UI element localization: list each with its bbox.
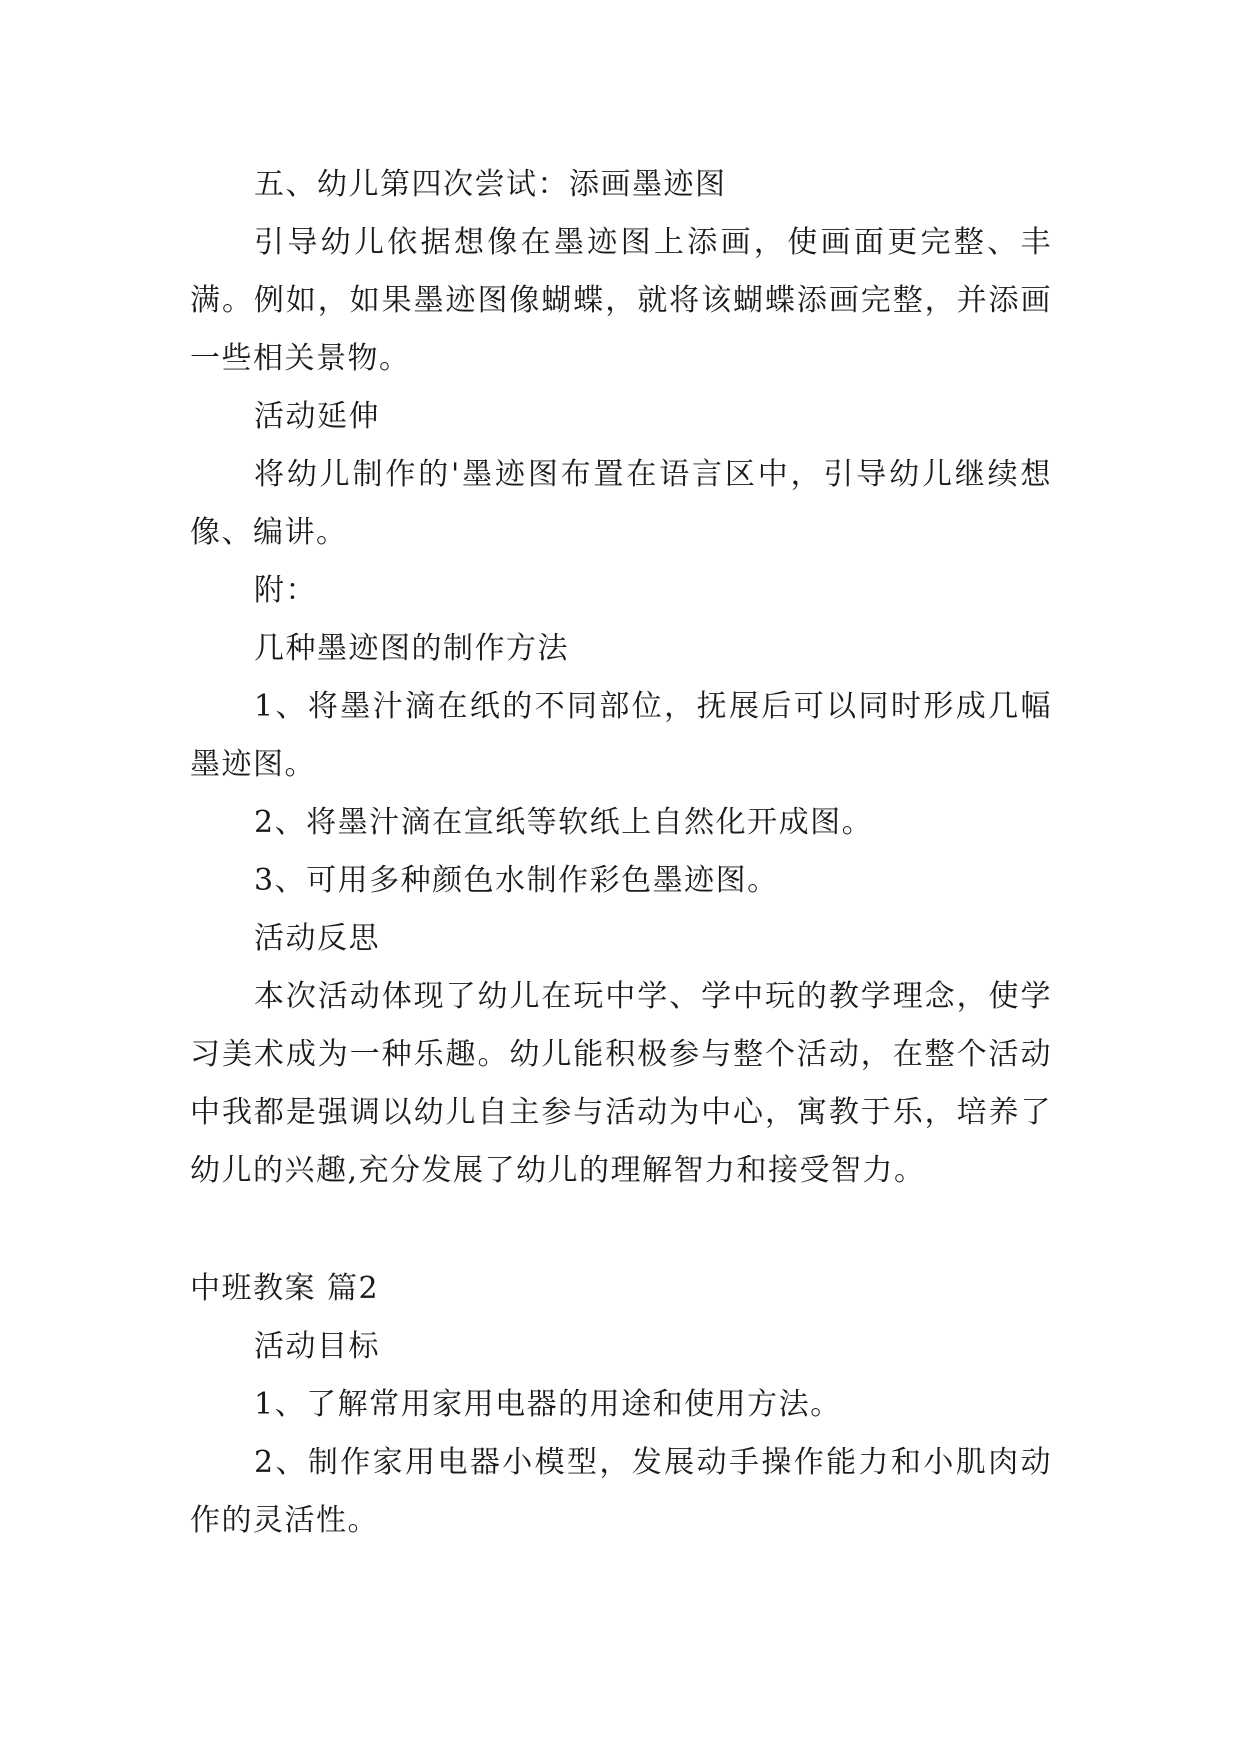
paragraph-reflection: 本次活动体现了幼儿在玩中学、学中玩的教学理念，使学习美术成为一种乐趣。幼儿能积极参与整个活动，在整个活动中我都是强调以幼儿自主参与活动为中心，寓教于乐，培养了幼儿的兴趣,充分发展了幼儿的理解智力和接受智力。 [190,979,1052,1188]
section-gap [190,1200,1052,1260]
heading-methods: 几种墨迹图的制作方法 [254,631,569,666]
goal-item-1: 1、了解常用家用电器的用途和使用方法。 [254,1387,842,1422]
method-item-1: 1、将墨汁滴在纸的不同部位，抚展后可以同时形成几幅墨迹图。 [190,689,1052,782]
heading-activity-extension: 活动延伸 [254,399,380,434]
method-item-3: 3、可用多种颜色水制作彩色墨迹图。 [254,863,779,898]
method-item-2: 2、将墨汁滴在宣纸等软纸上自然化开成图。 [254,805,874,840]
heading-activity-reflection: 活动反思 [254,921,380,956]
heading-activity-goals: 活动目标 [254,1329,380,1364]
heading-step-five: 五、幼儿第四次尝试：添画墨迹图 [254,167,727,202]
section-heading: 中班教案 篇2 [190,1271,380,1306]
document-body [190,156,1052,1550]
paragraph-guide-drawing: 引导幼儿依据想像在墨迹图上添画，使画面更完整、丰满。例如，如果墨迹图像蝴蝶，就将该蝴蝶添画完整，并添画一些相关景物。 [190,225,1052,376]
paragraph-extension: 将幼儿制作的'墨迹图布置在语言区中，引导幼儿继续想像、编讲。 [190,457,1052,550]
heading-appendix: 附： [254,573,317,608]
goal-item-2: 2、制作家用电器小模型，发展动手操作能力和小肌肉动作的灵活性。 [190,1445,1052,1538]
